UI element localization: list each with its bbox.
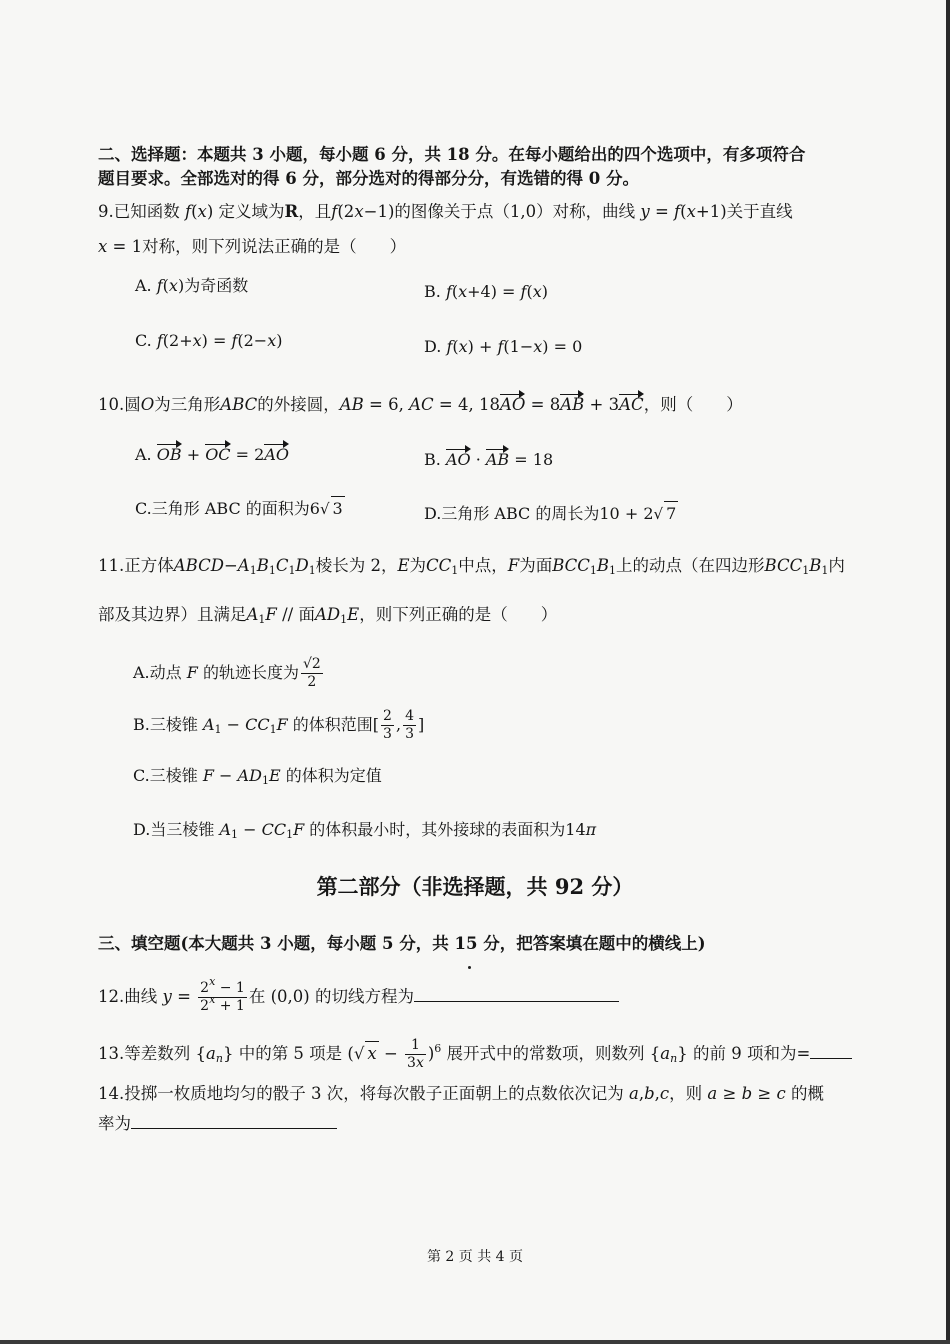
ink-dot (468, 966, 471, 969)
page-footer: 第 2 页 共 4 页 (426, 1249, 524, 1265)
q11-option-c: C.三棱锥 $F - AD_1E$ 的体积为定值 (133, 766, 382, 787)
question-10-line1: 10.圆O为三角形ABC的外接圆，AB = 6, AC = 4, 18AO = 8AB + 3AC，则（ ） (98, 393, 858, 417)
question-13: 13.等差数列 $\{a_n\}$ 中的第 5 项是 (√ x − $\frac{1}{3x}$ )$^6$ 展开式中的常数项，则数列 $\{a_n\}$ 的前 9 项和为= (98, 1037, 858, 1072)
question-9-line2: x = 1对称，则下列说法正确的是（ ） (98, 237, 407, 256)
question-9-line1: 9.已知函数 f(x) 定义域为R，且f(2x−1)的图像关于点（1,0）对称，曲线 y = f(x+1)关于直线 (98, 202, 793, 221)
answer-blank-12[interactable] (414, 1000, 619, 1002)
q10-option-d: D.三角形 ABC 的周长为10 + 2√ 7 (424, 501, 678, 526)
section2-header-line1: 二、选择题：本题共 3 小题，每小题 6 分，共 18 分。在每小题给出的四个选项中，有多项符合 (98, 145, 806, 164)
answer-blank-14[interactable] (131, 1127, 337, 1129)
question-11-line1: 11.正方体$ABCD-A_1B_1C_1D_1$棱长为 2，E为$CC_1$中点，F为面$BCC_1B_1$上的动点（在四边形$BCC_1B_1$内 (98, 556, 845, 577)
q9-option-b: B. f(x+4) = f(x) (424, 282, 548, 301)
scan-edge-bottom (0, 1340, 950, 1344)
q10-option-b: B. AO · AB = 18 (424, 448, 553, 472)
question-11-line2: 部及其边界）且满足$A_1F$ // 面$AD_1E$，则下列正确的是（ ） (98, 605, 558, 626)
q9-option-a: A. f(x)为奇函数 (135, 276, 249, 295)
question-14-line2: 率为 (98, 1112, 858, 1136)
q11-option-d: D.当三棱锥 $A_1 - CC_1F$ 的体积最小时，其外接球的表面积为14π (133, 820, 597, 841)
q11-option-a: A.动点 F 的轨迹长度为 $\frac{√2}{2}$ (133, 656, 321, 690)
part2-title: 第二部分（非选择题，共 92 分） (316, 874, 634, 899)
q10-option-a: A. OB + OC = 2AO (135, 443, 289, 467)
section3-header: 三、填空题(本大题共 3 小题，每小题 5 分，共 15 分，把答案填在题中的横线上) (98, 934, 706, 953)
q9-option-c: C. f(2+x) = f(2−x) (135, 331, 283, 350)
question-14-line1: 14.投掷一枚质地均匀的骰子 3 次，将每次骰子正面朝上的点数依次记为 a,b,c，则 a ≥ b ≥ c 的概 (98, 1084, 824, 1103)
answer-blank-13[interactable] (810, 1057, 852, 1059)
section2-header-line2: 题目要求。全部选对的得 6 分，部分选对的得部分分，有选错的得 0 分。 (98, 169, 639, 188)
scan-edge-right (946, 0, 950, 1344)
q9-option-d: D. f(x) + f(1−x) = 0 (424, 337, 583, 356)
q11-option-b: B.三棱锥 $A_1 - CC_1F$ 的体积范围[ $\frac{2}{3}$ , $\frac{4}{3}$ ] (133, 708, 425, 742)
q10-option-c: C.三角形 ABC 的面积为6√ 3 (135, 496, 345, 521)
question-12: 12.曲线 y = $\frac{2^x - 1}{2^x + 1}$ 在 (0,0) 的切线方程为 (98, 980, 858, 1015)
